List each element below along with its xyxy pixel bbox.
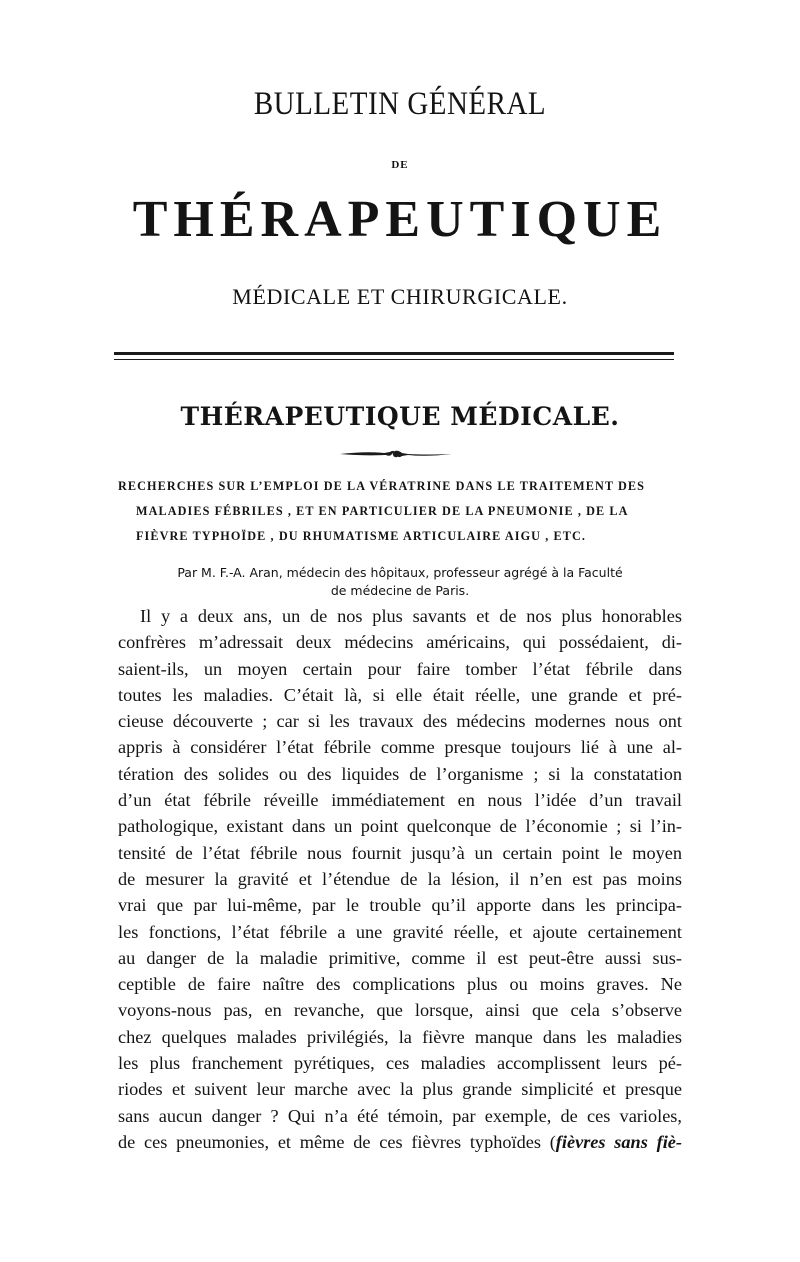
byline-line: Par M. F.-A. Aran, médecin des hôpitaux, professeur agrégé à la Faculté bbox=[177, 565, 623, 580]
body-line: d’un état fébrile réveille immédiatement en nous l’idée d’un travail bbox=[118, 790, 682, 811]
body-line: les plus franchement pyrétiques, ces maladies accomplissent leurs pé- bbox=[118, 1053, 682, 1074]
body-line: voyons-nous pas, en revanche, que lorsque, ainsi que cela s’observe bbox=[118, 1000, 682, 1021]
body-line: les fonctions, l’état fébrile a une gravité réelle, et ajoute certainement bbox=[118, 921, 682, 942]
body-line: de mesurer la gravité et l’étendue de la lésion, il n’en est pas moins bbox=[118, 868, 682, 889]
body-line: au danger de la maladie primitive, comme il est peut-être aussi sus- bbox=[118, 947, 682, 968]
body-line: tensité de l’état fébrile nous fournit jusqu’à un certain point le moyen bbox=[118, 842, 682, 863]
body-line: pathologique, existant dans un point quelconque de l’économie ; si l’in- bbox=[118, 816, 682, 837]
journal-subtitle: MÉDICALE ET CHIRURGICALE. bbox=[232, 284, 568, 309]
body-line: Il y a deux ans, un de nos plus savants et de nos plus honorables bbox=[140, 606, 682, 626]
body-line: riodes et suivent leur marche avec la plus grande simplicité et presque bbox=[118, 1079, 682, 1100]
byline-line: de médecine de Paris. bbox=[330, 583, 470, 598]
body-last-plain: de ces pneumonies, et même de ces fièvres typhoïdes ( bbox=[118, 1131, 556, 1152]
journal-title-de: DE bbox=[391, 159, 409, 171]
body-line: ceptible de faire naître des complications plus ou moins graves. Ne bbox=[118, 974, 682, 995]
body-line: appris à considérer l’état fébrile comme presque toujours lié à une al- bbox=[118, 737, 682, 758]
body-line: toutes les maladies. C’était là, si elle était réelle, une grande et pré- bbox=[118, 684, 682, 705]
ornament-divider bbox=[336, 447, 456, 461]
article-title-line: FIÈVRE TYPHOÏDE , DU RHUMATISME ARTICULAIRE AIGU , ETC. bbox=[136, 529, 587, 543]
author-byline bbox=[130, 564, 670, 600]
article-body bbox=[118, 603, 682, 1155]
body-line: cieuse découverte ; car si les travaux des médecins modernes nous ont bbox=[118, 711, 682, 732]
journal-title-main: THÉRAPEUTIQUE bbox=[132, 191, 668, 248]
article-title bbox=[118, 474, 680, 549]
body-line: chez quelques malades privilégiés, la fièvre manque dans les maladies bbox=[118, 1026, 682, 1047]
section-title: THÉRAPEUTIQUE MÉDICALE. bbox=[180, 402, 620, 431]
body-line: tération des solides ou des liquides de l’organisme ; si la constatation bbox=[118, 763, 682, 784]
body-last-italic: fièvres sans fiè- bbox=[555, 1131, 682, 1152]
header-rule-thick bbox=[114, 352, 674, 355]
body-line: vrai que par lui-même, par le trouble qu’il apporte dans les principa- bbox=[118, 895, 682, 916]
body-line: confrères m’adressait deux médecins américains, qui possédaient, di- bbox=[118, 632, 682, 653]
header-rule-thin bbox=[114, 359, 674, 360]
body-line: sans aucun danger ? Qui n’a été témoin, par exemple, de ces varioles, bbox=[118, 1105, 682, 1126]
article-title-line: MALADIES FÉBRILES , ET EN PARTICULIER DE LA PNEUMONIE , DE LA bbox=[136, 504, 629, 518]
body-line-last bbox=[118, 1129, 682, 1155]
article-title-line: RECHERCHES SUR L’EMPLOI DE LA VÉRATRINE DANS LE TRAITEMENT DES bbox=[118, 479, 646, 493]
journal-title-line1: BULLETIN GÉNÉRAL bbox=[253, 86, 547, 122]
body-line: saient-ils, un moyen certain pour faire tomber l’état fébrile dans bbox=[118, 658, 682, 679]
